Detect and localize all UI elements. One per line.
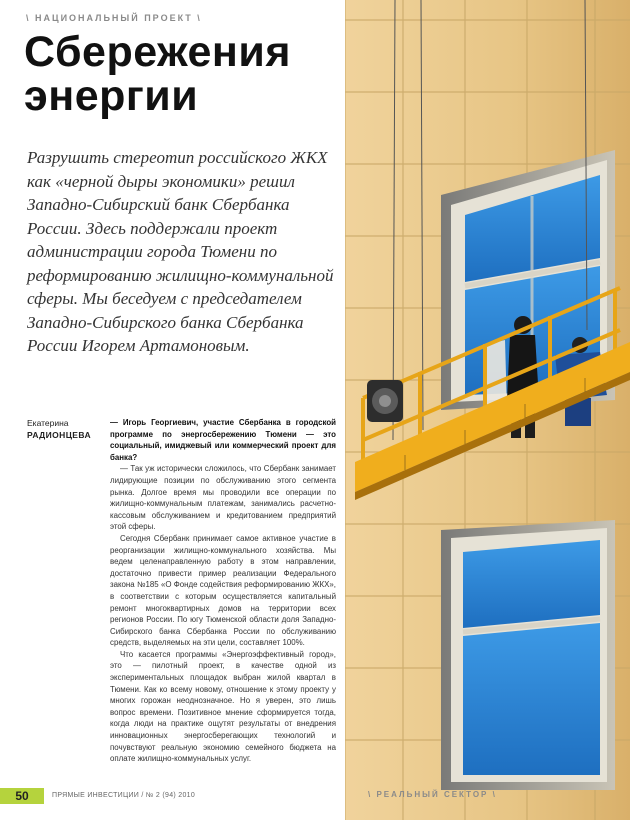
author-first-name: Екатерина — [27, 418, 69, 428]
interview-question: — Игорь Георгиевич, участие Сбербанка в городской программе по энергосбережению Тюмени — это социальный, имиджевый или коммерческий проект для банка? — [110, 418, 336, 462]
building-facade-photo — [345, 0, 630, 820]
paragraph: Что касается программы «Энергоэффективный город», это — пилотный проект, в качестве одной из экспериментальных площадок выбран жилой квартал в Тюмени. Как ко всему новому, отношение к этому проекту у многих горожан неоднозначное. Но я уверен, это лишь вопрос времени. Позитивное мнение сформируется тогда, когда люди на практике ощутят результаты от внедрения инновационных энергосберегающих технологий и почувствуют реальную экономию семейного бюджета на оплате жилищно-коммунальных услуг. — [110, 649, 336, 764]
title-line-1: Сбережения — [24, 28, 291, 76]
author-byline — [27, 417, 107, 441]
journal-issue: ПРЯМЫЕ ИНВЕСТИЦИИ / № 2 (94) 2010 — [52, 792, 196, 799]
article-title — [24, 30, 344, 118]
lower-window — [441, 520, 615, 790]
paragraph: Сегодня Сбербанк принимает самое активное участие в реорганизации жилищно-коммунального хозяйства. Мы ведем целенаправленную работу в этом направлении, достаточно привести пример реализации Федерального закона №185 «О Фонде содействия реформированию ЖКХ», в соответствии с которым осуществляется капитальный ремонт многоквартирных домов на территории всех регионов России. По югу Тюменской области доля Западно-Сибирского банка Сбербанка России по обслуживанию средств, выделяемых на эти цели, составляет 100%. — [110, 533, 336, 648]
author-last-name: РАДИОНЦЕВА — [27, 430, 92, 440]
article-body — [110, 417, 336, 765]
winch-motor — [367, 380, 403, 422]
section-tag: \ НАЦИОНАЛЬНЫЙ ПРОЕКТ \ — [26, 13, 202, 23]
section-tag-footer: \ РЕАЛЬНЫЙ СЕКТОР \ — [368, 790, 497, 799]
page-number: 50 — [0, 788, 44, 804]
title-line-2: энергии — [24, 72, 199, 120]
facade-illustration — [345, 0, 630, 820]
page-footer — [0, 788, 345, 804]
article-lead: Разрушить стереотип российского ЖКХ как «черной дыры экономики» решил Западно-Сибирский банк Сбербанка России. Здесь поддержали проект администрации города Тюмени по реформированию жилищно-коммунальной сферы. Мы беседуем с председателем Западно-Сибирского банка Сбербанка России Игорем Артамоновым. — [27, 148, 334, 355]
paragraph: — Так уж исторически сложилось, что Сбербанк занимает лидирующие позиции по обслуживанию этого сегмента рынка. Долгое время мы проводили все операции по жилищно-коммунальным платежам, занимались расчетно-кассовым обслуживанием и кредитованием предприятий этой сферы. — [110, 464, 336, 532]
